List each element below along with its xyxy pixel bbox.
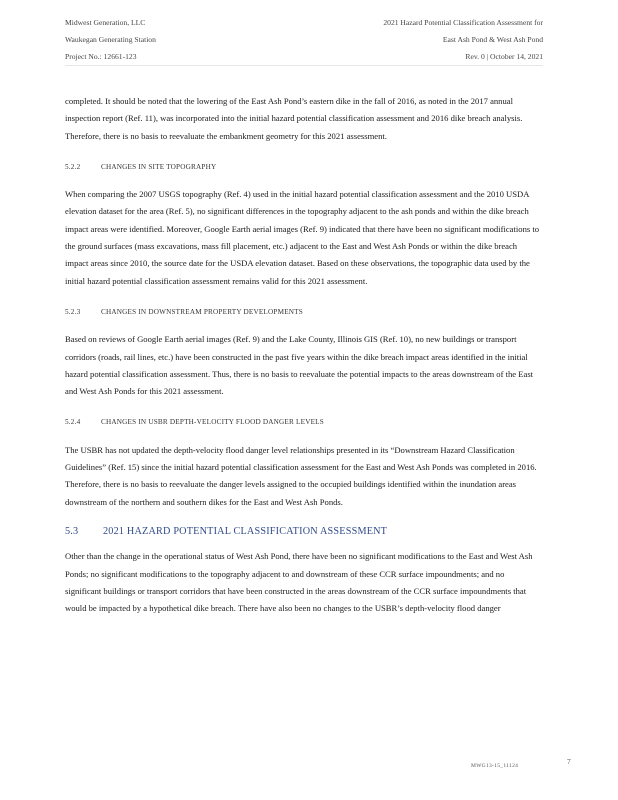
paragraph-site-topography: When comparing the 2007 USGS topography (Ref. 4) used in the initial hazard potential classification assessment and the 2010 USDA elevation dataset for the area (Ref. 5), no significant differences in the topography adjacent to the ash ponds and within the dike breach impact areas were identified. Moreover, Google Earth aerial images (Ref. 9) indicated that there have been no significant modifications to the ground surfaces (mass excavations, mass fill placement, etc.) adjacent to the East and West Ash Ponds or within the dike breach impact areas since 2010, the source date for the USDA elevation dataset. Based on these observations, the topographic data used by the initial hazard potential classification assessment remains valid for this 2021 assessment. — [65, 189, 540, 286]
header-divider — [65, 65, 543, 66]
section-number: 5.3 — [65, 525, 79, 537]
page-number: 7 — [567, 757, 571, 766]
subsection-number: 5.2.3 — [65, 307, 81, 316]
header-company: Midwest Generation, LLC — [65, 18, 146, 27]
header-project-number: Project No.: 12661-123 — [65, 52, 137, 61]
section-heading-5-3 — [65, 523, 541, 540]
footer-document-code: MWG13-15_11124 — [471, 763, 519, 769]
section-title: 2021 HAZARD POTENTIAL CLASSIFICATION ASSESSMENT — [103, 525, 388, 537]
subsection-heading-5-2-4 — [65, 414, 541, 431]
subsection-heading-5-2-2 — [65, 159, 541, 176]
header-report-subject: East Ash Pond & West Ash Pond — [442, 35, 543, 44]
body-content — [65, 93, 541, 625]
subsection-number: 5.2.2 — [65, 162, 81, 171]
subsection-heading-5-2-3 — [65, 304, 541, 321]
header-revision-date: Rev. 0 | October 14, 2021 — [465, 52, 543, 61]
paragraph-classification-assessment: Other than the change in the operational status of West Ash Pond, there have been no significant modifications to the East and West Ash Ponds; no significant modifications to the topography adjacent to and downstream of these CCR surface impoundments; and no significant buildings or transport corridors that have been constructed in the areas downstream of the CCR surface impoundments that would be impacted by a hypothetical dike breach. There have also been no changes to the USBR’s depth-velocity flood danger — [65, 551, 533, 614]
header-report-title: 2021 Hazard Potential Classification Assessment for — [383, 18, 543, 27]
subsection-title: CHANGES IN USBR DEPTH-VELOCITY FLOOD DANGER LEVELS — [101, 418, 324, 427]
header-station: Waukegan Generating Station — [65, 35, 156, 44]
header-left — [65, 14, 156, 65]
subsection-title: CHANGES IN SITE TOPOGRAPHY — [101, 162, 217, 171]
paragraph-intro: completed. It should be noted that the lowering of the East Ash Pond’s eastern dike in the fall of 2016, as noted in the 2017 annual inspection report (Ref. 11), was incorporated into the initial hazard potential classification assessment and 2016 dike breach analysis. Therefore, there is no basis to reevaluate the embankment geometry for this 2021 assessment. — [65, 96, 523, 141]
header-right — [383, 14, 543, 65]
paragraph-downstream-developments: Based on reviews of Google Earth aerial images (Ref. 9) and the Lake County, Illinois GIS (Ref. 10), no new buildings or transport corridors (roads, rail lines, etc.) have been constructed in the past five years within the dike breach impact areas identified in the initial hazard potential classification assessment. Thus, there is no basis to reevaluate the potential impacts to the areas downstream of the East and West Ash Ponds for this 2021 assessment. — [65, 334, 534, 397]
subsection-number: 5.2.4 — [65, 418, 81, 427]
paragraph-flood-danger-levels: The USBR has not updated the depth-velocity flood danger level relationships presented in its “Downstream Hazard Classification Guidelines” (Ref. 15) since the initial hazard potential classification assessment for the East and West Ash Ponds was completed in 2016. Therefore, there is no basis to reevaluate the danger levels assigned to the occupied buildings identified within the inundation areas downstream of the northern and southern dikes for the East and West Ash Ponds. — [65, 444, 537, 507]
subsection-title: CHANGES IN DOWNSTREAM PROPERTY DEVELOPMENTS — [101, 307, 303, 316]
